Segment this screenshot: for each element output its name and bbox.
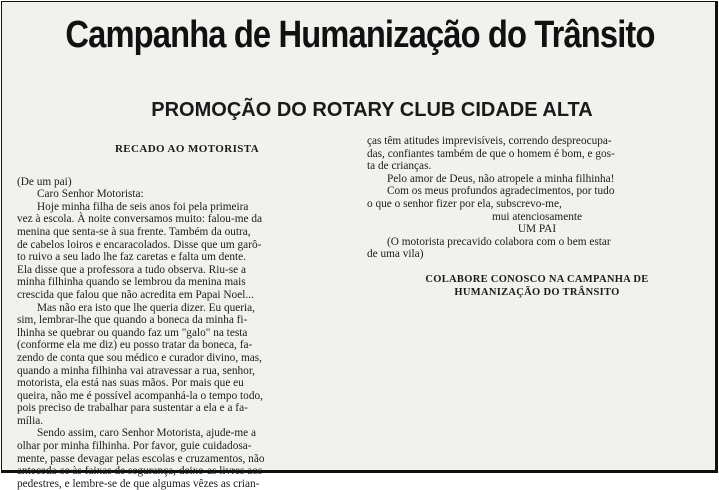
body-line: de cabelos loiros e encaracolados. Disse que um garô- bbox=[17, 238, 262, 251]
body-line: Com os meus profundos agradecimentos, por tudo bbox=[387, 185, 615, 198]
body-line: zendo de conta que sou médico e curador divino, mas, bbox=[17, 351, 263, 364]
body-line: Sendo assim, caro Senhor Motorista, ajude-me a bbox=[37, 427, 256, 440]
body-line: to ruivo a seu lado lhe faz caretas e falta um dente. bbox=[17, 251, 246, 264]
body-line: olhar por minha filhinha. Por favor, guie cuidadosa- bbox=[17, 440, 252, 453]
body-line: (conforme ela me diz) eu posso tratar da boneca, fa- bbox=[17, 339, 253, 352]
body-line: Ela disse que a professora a tudo observa. Riu-se a bbox=[17, 263, 247, 276]
body-line: motorista, ela está nas suas mãos. Por mais que eu bbox=[17, 377, 244, 390]
body-line: Pelo amor de Deus, não atropele a minha filhinha! bbox=[387, 172, 615, 185]
closing-line: mui atenciosamente bbox=[491, 210, 583, 223]
body-line: queira, não me é possível acompanhá-la o tempo todo, bbox=[17, 389, 263, 402]
body-line: menina que senta-se à sua frente. Também da outra, bbox=[17, 225, 251, 238]
body-line: sim, lembrar-lhe que quando a boneca da minha fi- bbox=[17, 314, 248, 327]
body-line: minha filhinha quando se lembrou da menina mais bbox=[17, 276, 246, 289]
body-line: crescida que falou que não acredita em Papai Noel... bbox=[17, 288, 254, 301]
body-line: Mas não era isto que lhe queria dizer. Eu queria, bbox=[37, 301, 256, 314]
campaign-call-line: HUMANIZAÇÃO DO TRÂNSITO bbox=[454, 286, 620, 298]
left-column bbox=[17, 143, 357, 490]
body-line: Caro Senhor Motorista: bbox=[37, 188, 144, 201]
body-line: mília. bbox=[17, 414, 44, 427]
body-line: pedestres, e lembre-se de que algumas vêzes as crian- bbox=[17, 477, 260, 490]
body-line: o que o senhor fizer por ela, subscrevo-me, bbox=[367, 197, 562, 210]
body-line: vez à escola. À noite conversamos muito: falou-me da bbox=[17, 213, 262, 226]
signature: UM PAI bbox=[517, 223, 557, 236]
body-line: das, confiantes também de que o homem é bom, e gos- bbox=[367, 147, 615, 160]
campaign-call-line: COLABORE CONOSCO NA CAMPANHA DE bbox=[425, 273, 649, 285]
right-column bbox=[367, 135, 707, 299]
body-line: pois preciso de trabalhar para sustentar a ela e a fa- bbox=[17, 402, 248, 415]
body-line: (O motorista precavido colabora com o bem estar bbox=[387, 235, 611, 248]
body-line: (De um pai) bbox=[17, 175, 72, 188]
body-line: de uma vila) bbox=[367, 248, 424, 261]
body-line: ças têm atitudes imprevisíveis, correndo despreocupa- bbox=[367, 135, 612, 147]
body-line: Hoje minha filha de seis anos foi pela primeira bbox=[37, 200, 249, 213]
body-line: mente, passe devagar pelas escolas e cruzamentos, não bbox=[17, 452, 265, 465]
section-title: RECADO AO MOTORISTA bbox=[114, 143, 260, 155]
body-line: lhinha se quebrar ou quando faz um "galo" na testa bbox=[17, 326, 248, 339]
subheadline: PROMOÇÃO DO ROTARY CLUB CIDADE ALTA bbox=[151, 99, 593, 121]
body-line: anteceda-se às faixas de segurança, deixe-as livres aos bbox=[17, 465, 263, 478]
body-line: quando a minha filhinha vai atravessar a rua, senhor, bbox=[17, 364, 255, 377]
headline: Campanha de Humanização do Trânsito bbox=[65, 14, 655, 56]
body-line: ta de crianças. bbox=[367, 160, 432, 173]
